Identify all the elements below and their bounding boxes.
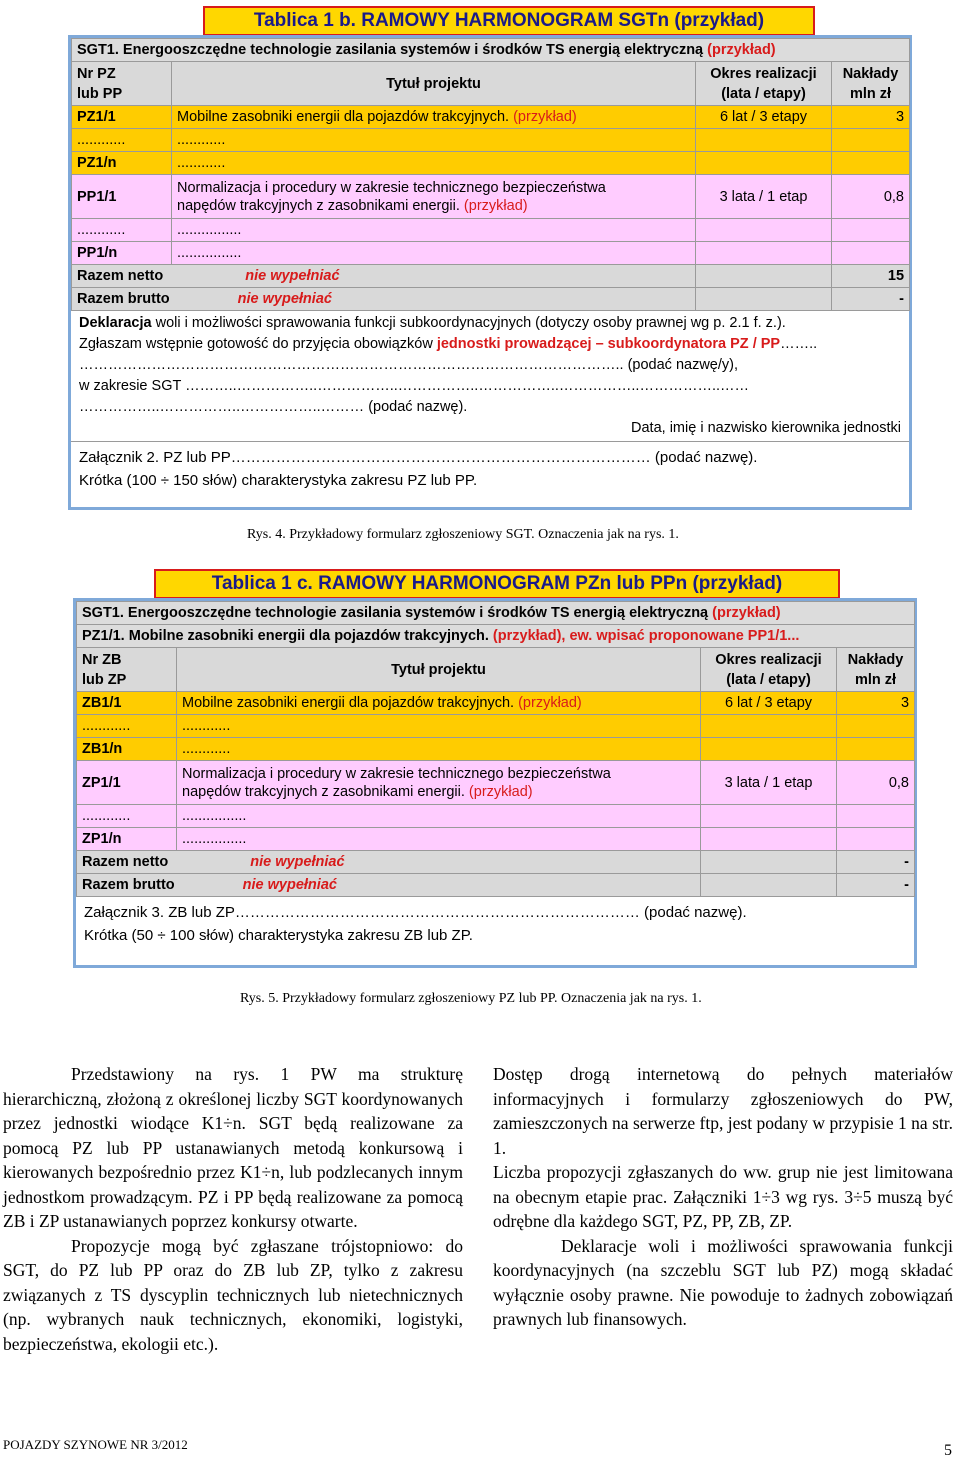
fig4-row-pz1-n: PZ1/n ............ bbox=[72, 152, 910, 175]
fig5-schedule-table bbox=[76, 601, 915, 897]
fig5-col-id: Nr ZB lub ZP bbox=[77, 648, 177, 692]
fig4-col-id: Nr PZ lub PP bbox=[72, 62, 172, 106]
fig4-row-pp1-n: PP1/n ................ bbox=[72, 242, 910, 265]
fig4-caption: Rys. 4. Przykładowy formularz zgłoszeniowy SGT. Oznaczenia jak na rys. 1. bbox=[247, 527, 679, 542]
fig4-row-pp1-1: PP1/1 Normalizacja i procedury w zakresie technicznego bezpieczeństwa napędów trakcyjnych z zasobnikami energii. (przykład) 3 lata / 1 etap 0,8 bbox=[72, 175, 910, 219]
page-number: 5 bbox=[944, 1442, 952, 1459]
fig5-col-title: Tytuł projektu bbox=[177, 648, 701, 692]
fig4-col-period: Okres realizacji (lata / etapy) bbox=[696, 62, 832, 106]
right-paragraph-1: Dostęp drogą internetową do pełnych materiałów informacyjnych i formularzy zgłoszeniowych do PW, zamieszczonych na serwerze ftp, jest podany w przypisie 1 na str. 1. bbox=[493, 1064, 953, 1158]
fig4-sgt-example: (przykład) bbox=[703, 42, 776, 58]
right-column bbox=[493, 1062, 953, 1332]
fig5-row-brutto: Razem brutto nie wypełniać - bbox=[77, 874, 915, 897]
fig5-row-zp1-1: ZP1/1 Normalizacja i procedury w zakresie technicznego bezpieczeństwa napędów trakcyjnych z zasobnikami energii. (przykład) 3 lata / 1 etap 0,8 bbox=[77, 761, 915, 805]
fig5-row-netto: Razem netto nie wypełniać - bbox=[77, 851, 915, 874]
fig5-row-dots2: ............ ................ bbox=[77, 805, 915, 828]
fig4-col-title: Tytuł projektu bbox=[172, 62, 696, 106]
right-paragraph-2: Liczba propozycji zgłaszanych do ww. grup nie jest limitowana na obecnym etapie prac. Załączniki 1÷3 wg rys. 3÷5 muszą być odrębne dla każdego SGT, PZ, PP, ZB, ZP. bbox=[493, 1162, 953, 1231]
fig5-row-zb1-n: ZB1/n ............ bbox=[77, 738, 915, 761]
fig4-sgt-text: SGT1. Energooszczędne technologie zasilania systemów i środków TS energią elektryczną bbox=[77, 42, 704, 58]
right-paragraph-3: Deklaracje woli i możliwości sprawowania funkcji koordynacyjnych (na szczeblu SGT lub PZ) mogą składać wyłącznie osoby prawne. Nie powoduje to żadnych zobowiązań prawnych lub finansowych. bbox=[493, 1235, 953, 1329]
fig4-title: Tablica 1 b. RAMOWY HARMONOGRAM SGTn (przykład) bbox=[203, 6, 815, 36]
fig4-sgt-row bbox=[72, 39, 910, 62]
fig5-caption: Rys. 5. Przykładowy formularz zgłoszeniowy PZ lub PP. Oznaczenia jak na rys. 1. bbox=[240, 991, 702, 1006]
fig5-pz-row: PZ1/1. Mobilne zasobniki energii dla pojazdów trakcyjnych. (przykład), ew. wpisać proponowane PP1/1... bbox=[77, 625, 915, 648]
fig4-attachment: Załącznik 2. PZ lub PP………………………………………………………………………… (podać nazwę). Krótka (100 ÷ 150 słów) charakterystyka zakresu PZ lub PP. bbox=[71, 441, 909, 496]
fig4-signature-line: Data, imię i nazwisko kierownika jednostki bbox=[631, 420, 901, 436]
fig5-attachment: Załącznik 3. ZB lub ZP……………………………………………………………………… (podać nazwę). Krótka (50 ÷ 100 słów) charakterystyka zakresu ZB lub ZP. bbox=[84, 904, 747, 944]
fig5-form bbox=[73, 598, 917, 968]
fig4-row-dots1: ............ ............ bbox=[72, 129, 910, 152]
fig5-title: Tablica 1 c. RAMOWY HARMONOGRAM PZn lub PPn (przykład) bbox=[154, 569, 840, 599]
fig4-declaration: Deklaracja woli i możliwości sprawowania funkcji subkoordynacyjnych (dotyczy osoby prawnej wg p. 2.1 f. z.). Zgłaszam wstępnie gotowość do przyjęcia obowiązków jednostki prowadzącej – subkoordynatora PZ / PP…….. ………………………………………………………………………………………………….. (podać nazwę/y), w zakresie SGT ………..……………..……………..……………..……………..……………..……………..…… ……………..……………..……………..……… (podać nazwę). Data, imię i nazwisko kierownika jednostki bbox=[71, 311, 909, 441]
left-paragraph-1: Przedstawiony na rys. 1 PW ma strukturę hierarchiczną, złożoną z określonej liczby SGT koordynowanych przez jednostki wiodące K1÷n. SGT będą realizowane za pomocą PZ lub PP ustanawianych metodą konkursową i kierowanych bezpośrednio przez K1÷n, lub podzlecanych innym jednostkom prowadzącym. PZ i PP będą realizowane za pomocą ZB i ZP ustanawianych poprzez konkursy otwarte. bbox=[3, 1064, 463, 1231]
fig4-row-brutto: Razem brutto nie wypełniać - bbox=[72, 288, 910, 311]
left-column bbox=[3, 1062, 463, 1356]
left-paragraph-2: Propozycje mogą być zgłaszane trójstopniowo: do SGT, do PZ lub PP oraz do ZB lub ZP, tylko z zakresu związanych z TS dyscyplin technicznych lub nietechnicznych (np. wybranych nauk technicznych, ekonomiki, logistyki, bezpieczeństwa, ekologii etc.). bbox=[3, 1235, 463, 1354]
fig4-row-netto: Razem netto nie wypełniać 15 bbox=[72, 265, 910, 288]
fig4-col-cost: Nakłady mln zł bbox=[832, 62, 910, 106]
fig5-sgt-row: SGT1. Energooszczędne technologie zasilania systemów i środków TS energią elektryczną (przykład) bbox=[77, 602, 915, 625]
fig5-row-zb1-1: ZB1/1 Mobilne zasobniki energii dla pojazdów trakcyjnych. (przykład) 6 lat / 3 etapy 3 bbox=[77, 692, 915, 715]
fig5-header-row bbox=[77, 648, 915, 692]
journal-footer: POJAZDY SZYNOWE NR 3/2012 bbox=[3, 1437, 188, 1452]
fig4-row-dots2: ............ ................ bbox=[72, 219, 910, 242]
fig4-schedule-table bbox=[71, 38, 910, 311]
fig5-row-zp1-n: ZP1/n ................ bbox=[77, 828, 915, 851]
fig5-col-period: Okres realizacji (lata / etapy) bbox=[701, 648, 837, 692]
fig5-row-dots1: ............ ............ bbox=[77, 715, 915, 738]
fig4-row-pz1-1: PZ1/1 Mobilne zasobniki energii dla pojazdów trakcyjnych. (przykład) 6 lat / 3 etapy 3 bbox=[72, 106, 910, 129]
fig4-header-row bbox=[72, 62, 910, 106]
fig4-form bbox=[68, 35, 912, 510]
fig5-col-cost: Nakłady mln zł bbox=[837, 648, 915, 692]
